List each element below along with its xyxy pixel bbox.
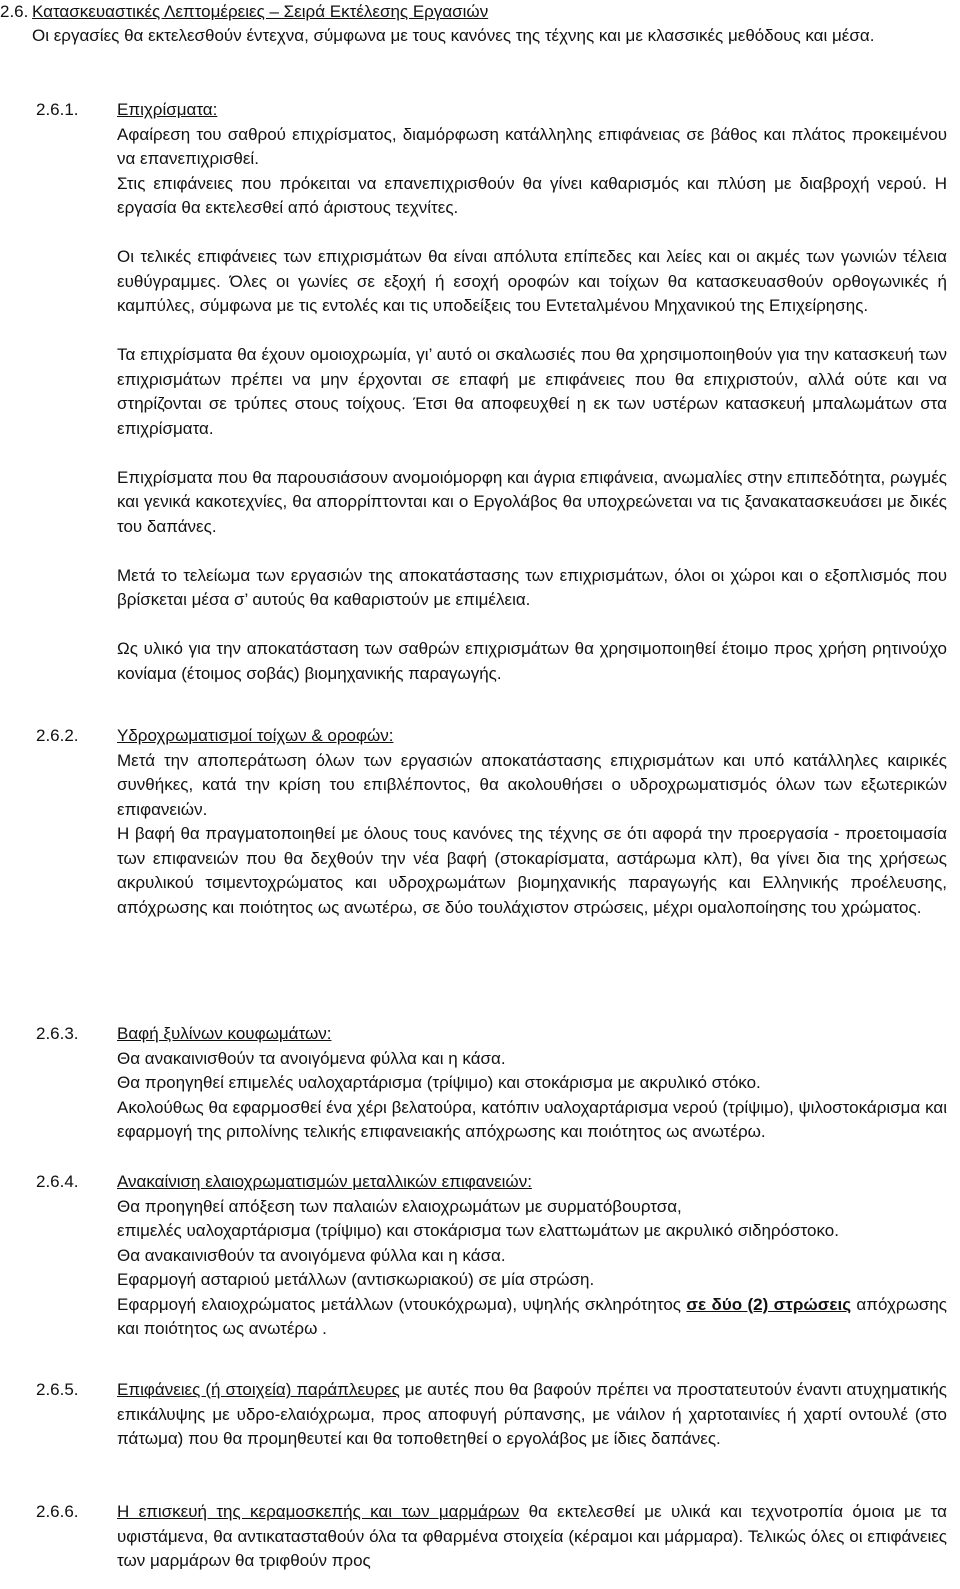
text-run: απόχρωσης και ποιότητος ως ανωτέρω . [117,1294,947,1338]
intro-paragraph: Οι εργασίες θα εκτελεσθούν έντεχνα, σύμφωνα με τους κανόνες της τέχνης και με κλασσικές μεθόδους και μέσα. [32,26,875,45]
subsection-title: Επιχρίσματα: [117,100,218,119]
subsection-body [117,1500,947,1574]
subsection-number: 2.6.6. [36,1502,79,1521]
paragraph: Αφαίρεση του σαθρού επιχρίσματος, διαμόρφωση κατάλληλης επιφάνειας σε βάθος και πλάτος προκειμένου να επανεπιχρισθεί. [117,124,947,168]
paragraph: Η βαφή θα πραγματοποιηθεί με όλους τους κανόνες της τέχνης σε ότι αφορά την προεργασία - προετοιμασία των επιφανειών που θα δεχθούν την νέα βαφή (στοκαρίσματα, αστάρωμα κλπ), θα γίνει δια της χρήσεως ακρυλικού τσιμεντοχρώματος και υδροχρωμάτων βιομηχανικής παραγωγής και Ελληνικής προέλευσης, απόχρωσης και ποιότητος ως ανωτέρω, σε δύο τουλάχιστον στρώσεις, μέχρι ομαλοποίησης του χρώματος. [117,824,947,917]
paragraph: Τα επιχρίσματα θα έχουν ομοιοχρωμία, γι’ αυτό οι σκαλωσιές που θα χρησιμοποιηθούν για την κατασκευή των επιχρισμάτων πρέπει να μην έρχονται σε επαφή με επιφάνειες που θα επιχριστούν, αλλά ούτε και να στηρίζονται σε τρύπες στους τοίχους. Έτσι θα αποφευχθεί η εκ των υστέρων κατασκευή μπαλωμάτων στα επιχρίσματα. [117,345,947,438]
paragraph: επιμελές υαλοχαρτάρισμα (τρίψιμο) και στοκάρισμα των ελαττωμάτων με ακρυλικό σιδηρόστοκο. [117,1221,839,1240]
section-heading [0,0,960,25]
subsection-body [117,1378,947,1452]
paragraph [117,1378,947,1452]
text-run: με αυτές που θα βαφούν πρέπει να προστατευτούν έναντι ατυχηματικής επικάλυψης με υδρο-ελαιόχρωμα, προς αποφυγή ρύπανσης, με νάιλον ή χαρτοταινίες ή χαρτί οντουλέ (στο πάτωμα) που θα προμηθευτεί και θα τοποθετηθεί ο εργολάβος με ίδιες δαπάνες. [117,1380,948,1448]
paragraph: Θα ανακαινισθούν τα ανοιγόμενα φύλλα και η κάσα. [117,1245,506,1265]
paragraph: Μετά την αποπεράτωση όλων των εργασιών αποκατάστασης επιχρισμάτων και υπό κατάλληλες καιρικές συνθήκες, κατά την κρίση του επιβλέποντος, θα ακολουθήσει ο υδροχρωματισμός όλων των εξωτερικών επιφανειών. [117,750,947,819]
paragraph: Θα προηγηθεί επιμελές υαλοχαρτάρισμα (τρίψιμο) και στοκάρισμα με ακρυλικό στόκο. [117,1073,761,1092]
paragraph: Μετά το τελείωμα των εργασιών της αποκατάστασης των επιχρισμάτων, όλοι οι χώροι και ο εξοπλισμός που βρίσκεται μέσα σ’ αυτούς θα καθαριστούν με επιμέλεια. [117,565,947,609]
heading-number: 2.6. [0,2,29,21]
subsection-number: 2.6.4. [36,1172,79,1191]
subsection-title: Ανακαίνιση ελαιοχρωματισμών μεταλλικών επιφανειών: [117,1172,532,1191]
subsection-title: Υδροχρωματισμοί τοίχων & οροφών: [117,726,394,745]
paragraph: Θα ανακαινισθούν τα ανοιγόμενα φύλλα και η κάσα. [117,1048,506,1068]
paragraph: Εφαρμογή ασταριού μετάλλων (αντισκωριακού) σε μία στρώση. [117,1270,595,1289]
paragraph [117,1293,947,1342]
subsection-body [117,1022,947,1145]
subsection-body [117,724,947,920]
subsection-number: 2.6.5. [36,1380,79,1399]
subsection-body [117,98,947,686]
subsection-number: 2.6.1. [36,100,79,119]
subsection-number: 2.6.3. [36,1024,79,1043]
paragraph: Ακολούθως θα εφαρμοσθεί ένα χέρι βελατούρα, κατόπιν υαλοχαρτάρισμα νερού (τρίψιμο), ψιλοστοκάρισμα και εφαρμογή της ριπολίνης τελικής επιφανειακής απόχρωσης και ποιότητος ως ανωτέρω. [117,1097,947,1141]
subsection-title: Η επισκευή της κεραμοσκεπής και των μαρμάρων [117,1502,520,1521]
paragraph: Οι τελικές επιφάνειες των επιχρισμάτων θα είναι απόλυτα επίπεδες και λείες και οι ακμές των γωνιών τέλεια ευθύγραμμες. Όλες οι γωνίες σε εξοχή ή εσοχή οροφών και τοίχων θα κατασκευασθούν ορθογωνικές ή καμπύλες, σύμφωνα με τις εντολές και τις υποδείξεις του Εντεταλμένου Μηχανικού της Επιχείρησης. [117,247,947,315]
paragraph: Ως υλικό για την αποκατάσταση των σαθρών επιχρισμάτων θα χρησιμοποιηθεί έτοιμο προς χρήση ρητινούχο κονίαμα (έτοιμος σοβάς) βιομηχανικής παραγωγής. [117,639,947,683]
text-run: θα εκτελεσθεί με υλικά και τεχνοτροπία όμοια με τα υφιστάμενα, θα αντικατασταθούν όλα τα φθαρμένα στοιχεία (κέραμοι και μάρμαρα). Τελικώς όλες οι επιφάνειες των μαρμάρων θα τριφθούν προς [117,1502,947,1570]
paragraph [117,1500,947,1574]
paragraph: Θα προηγηθεί απόξεση των παλαιών ελαιοχρωμάτων με συρματόβουρτσα, [117,1196,682,1216]
emphasis-text: σε δύο (2) στρώσεις [686,1294,852,1314]
subsection-title: Βαφή ξυλίνων κουφωμάτων: [117,1024,332,1043]
heading-title: Κατασκευαστικές Λεπτομέρειες – Σειρά Εκτέλεσης Εργασιών [32,2,489,21]
paragraph: Στις επιφάνειες που πρόκειται να επανεπιχρισθούν θα γίνει καθαρισμός και πλύση με διαβροχή νερού. Η εργασία θα εκτελεσθεί από άριστους τεχνίτες. [117,173,947,217]
subsection-number: 2.6.2. [36,726,79,745]
subsection-body [117,1170,947,1342]
subsection-title: Επιφάνειες (ή στοιχεία) παράπλευρες [117,1380,400,1399]
text-run: Εφαρμογή ελαιοχρώματος μετάλλων (ντουκόχρωμα), υψηλής σκληρότητος [117,1294,687,1314]
paragraph: Επιχρίσματα που θα παρουσιάσουν ανομοιόμορφη και άγρια επιφάνεια, ανωμαλίες στην επιπεδότητα, ρωγμές και γενικά κακοτεχνίες, θα απορρίπτονται και ο Εργολάβος θα υποχρεώνεται να τις ξανακατασκευάσει με δικές του δαπάνες. [117,467,947,536]
